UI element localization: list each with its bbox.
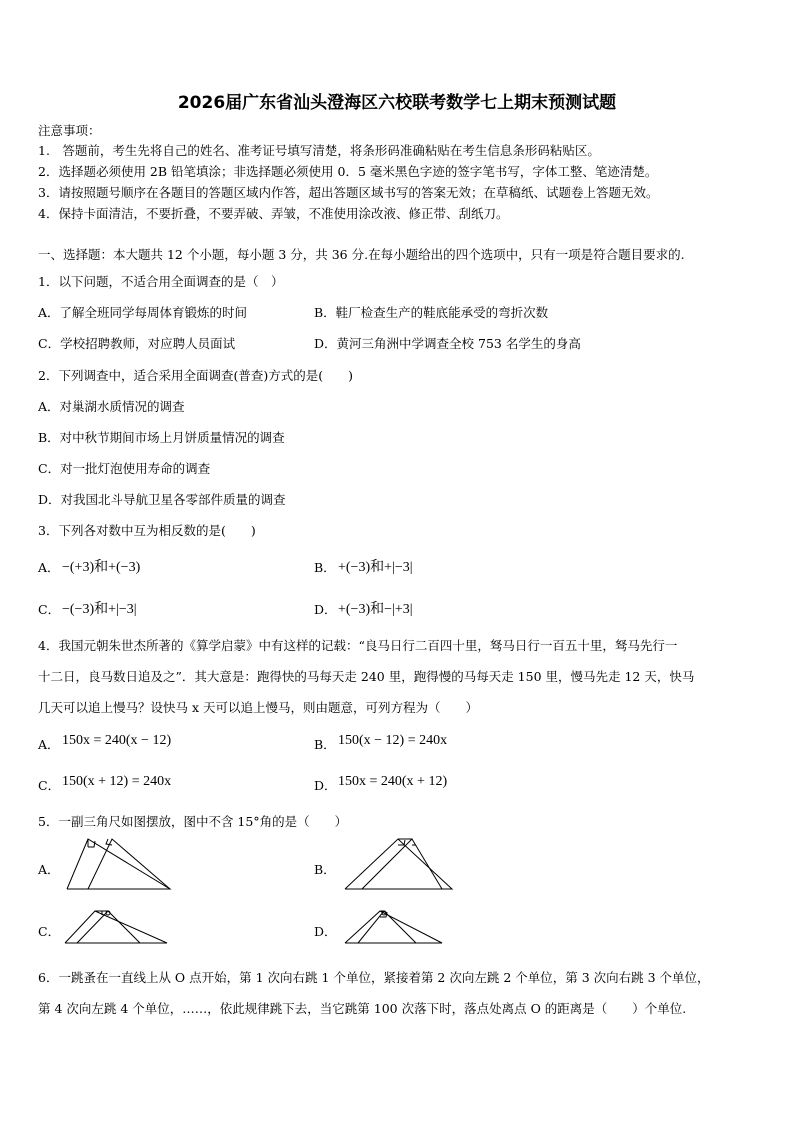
q2-option-d: D．对我国北斗导航卫星各零部件质量的调查	[38, 492, 286, 507]
q4-option-a-label: A．	[38, 737, 60, 752]
section-heading: 一、选择题：本大题共 12 个小题，每小题 3 分，共 36 分.在每小题给出的四个选项中，只有一项是符合题目要求的.	[38, 247, 685, 262]
q5-figure-a	[62, 835, 172, 893]
q5-option-d-label: D．	[314, 924, 337, 939]
q4-option-c-label: C．	[38, 778, 61, 793]
q5-figure-c	[62, 905, 172, 947]
note-item-2: 2．选择题必须使用 2B 铅笔填涂；非选择题必须使用 0．5 毫米黑色字迹的签字笔书写，字体工整、笔迹清楚。	[38, 164, 658, 179]
q3-option-a-label: A．	[38, 560, 60, 575]
q5-stem: 5．一副三角尺如图摆放，图中不含 15°角的是（ ）	[38, 814, 348, 829]
q2-option-b: B．对中秋节期间市场上月饼质量情况的调查	[38, 430, 285, 445]
q1-stem: 1．以下问题，不适合用全面调查的是（ ）	[38, 274, 284, 289]
exam-title: 2026届广东省汕头澄海区六校联考数学七上期末预测试题	[177, 93, 617, 113]
q4-option-d: 150x = 240(x + 12)	[338, 774, 448, 789]
q4-line-3: 几天可以追上慢马？设快马 x 天可以追上慢马，则由题意，可列方程为（ ）	[38, 700, 478, 715]
q4-option-b-label: B．	[314, 737, 336, 752]
q3-option-c-label: C．	[38, 602, 61, 617]
q5-option-a-label: A．	[38, 862, 60, 877]
q4-option-d-label: D．	[314, 778, 337, 793]
q4-line-2: 十二日，良马数日追及之”．其大意是：跑得快的马每天走 240 里，跑得慢的马每天走 150 里，慢马先走 12 天，快马	[38, 669, 695, 684]
q1-option-a: A．了解全班同学每周体育锻炼的时间	[38, 305, 248, 320]
q2-option-c: C．对一批灯泡使用寿命的调查	[38, 461, 211, 476]
q3-option-d: +(−3)和−|+3|	[338, 602, 413, 617]
q6-line-1: 6．一跳蚤在一直线上从 O 点开始，第 1 次向右跳 1 个单位，紧接着第 2 次向左跳 2 个单位，第 3 次向右跳 3 个单位，	[38, 970, 710, 985]
note-item-1: 1. 答题前，考生先将自己的姓名、准考证号填写清楚，将条形码准确粘贴在考生信息条形码粘贴区。	[38, 143, 600, 158]
q5-figure-d	[342, 905, 447, 947]
q4-option-b: 150(x − 12) = 240x	[338, 733, 448, 748]
notes-heading: 注意事项：	[38, 123, 101, 138]
q3-option-a: −(+3)和+(−3)	[62, 560, 141, 575]
q5-option-c-label: C．	[38, 924, 61, 939]
note-item-4: 4．保持卡面清洁，不要折叠，不要弄破、弄皱，不准使用涂改液、修正带、刮纸刀。	[38, 206, 509, 221]
q3-stem: 3．下列各对数中互为相反数的是( )	[38, 523, 256, 538]
q3-option-c: −(−3)和+|−3|	[62, 602, 137, 617]
q2-option-a: A．对巢湖水质情况的调查	[38, 399, 185, 414]
q4-line-1: 4．我国元朝朱世杰所著的《算学启蒙》中有这样的记载：“良马日行二百四十里，驽马日行一百五十里，驽马先行一	[38, 638, 678, 653]
q5-option-b-label: B．	[314, 862, 336, 877]
q2-stem: 2．下列调查中，适合采用全面调查(普查)方式的是( )	[38, 368, 353, 383]
q4-option-c: 150(x + 12) = 240x	[62, 774, 172, 789]
q3-option-b: +(−3)和+|−3|	[338, 560, 413, 575]
q1-option-c: C．学校招聘教师，对应聘人员面试	[38, 336, 236, 351]
q3-option-b-label: B．	[314, 560, 336, 575]
note-item-3: 3．请按照题号顺序在各题目的答题区域内作答，超出答题区域书写的答案无效；在草稿纸、试题卷上答题无效。	[38, 185, 659, 200]
q6-line-2: 第 4 次向左跳 4 个单位，……，依此规律跳下去，当它跳第 100 次落下时，落点处离点 O 的距离是（ ）个单位.	[38, 1001, 687, 1016]
q5-figure-b	[340, 835, 455, 893]
q3-option-d-label: D．	[314, 602, 337, 617]
q4-option-a: 150x = 240(x − 12)	[62, 733, 172, 748]
q1-option-b: B．鞋厂检查生产的鞋底能承受的弯折次数	[314, 305, 549, 320]
q1-option-d: D．黄河三角洲中学调查全校 753 名学生的身高	[314, 336, 581, 351]
